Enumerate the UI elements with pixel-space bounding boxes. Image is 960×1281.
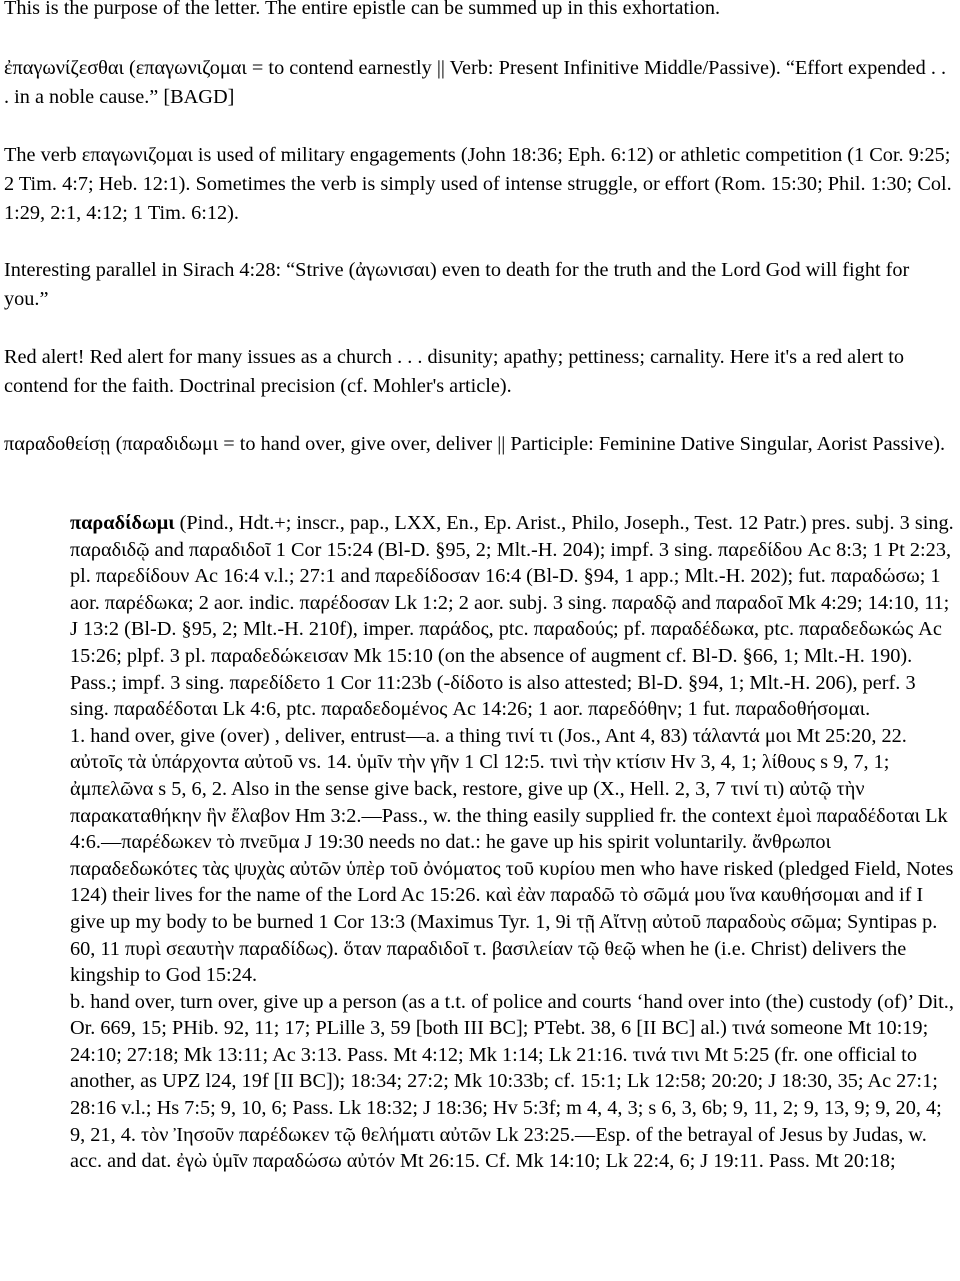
entry-lemma: παραδίδωμι — [70, 512, 175, 534]
lexicon-entry — [70, 510, 954, 1175]
paragraph-sirach-parallel: Interesting parallel in Sirach 4:28: “Strive (ἀγωνισαι) even to death for the truth and the Lord God will fight for you.” — [4, 259, 910, 310]
entry-morphology: (Pind., Hdt.+; inscr., pap., LXX, En., Ep. Arist., Philo, Joseph., Test. 12 Patr.) pres. subj. 3 sing. παραδιδῷ and παραδιδοῖ 1 Cor 15:24 (Bl-D. §95, 2; Mlt.-H. 204); impf. 3 sing. παρεδίδου Ac 8:3; 1 Pt 2:23, pl. παρεδίδουν Ac 16:4 v.l.; 27:1 and παρεδίδοσαν 16:4 (Bl-D. §94, 1 app.; Mlt.-H. 202); fut. παραδώσω; 1 aor. παρέδωκα; 2 aor. indic. παρέδοσαν Lk 1:2; 2 aor. subj. 3 sing. παραδῷ and παραδοῖ Mk 4:29; 14:10, 11; J 13:2 (Bl-D. §95, 2; Mlt.-H. 210f), imper. παράδος, ptc. παραδούς; pf. παραδέδωκα, ptc. παραδεδωκώς Ac 15:26; plpf. 3 pl. παραδεδώκεισαν Mk 15:10 (on the absence of augment cf. Bl-D. §66, 1; Mlt.-H. 190). Pass.; impf. 3 sing. παρεδίδετο 1 Cor 11:23b (-δίδοτο is also attested; Bl-D. §94, 1; Mlt.-H. 206), perf. 3 sing. παραδέδοται Lk 4:6, ptc. παραδεδομένος Ac 14:26; 1 aor. παρεδόθην; 1 fut. παραδοθήσομαι. — [70, 512, 954, 721]
paragraph-epagonizesthai: ἐπαγωνίζεσθαι (επαγωνιζομαι = to contend earnestly || Verb: Present Infinitive Middle/Passive). “Effort expended . . . in a noble cause.” [BAGD] — [4, 57, 947, 108]
entry-sense-1b: b. hand over, turn over, give up a person (as a t.t. of police and courts ‘hand over into (the) custody (of)’ Dit., Or. 669, 15; PHib. 92, 11; 17; PLille 3, 59 [both III BC]; PTebt. 38, 6 [II BC] al.) τινά someone Mt 10:19; 24:10; 27:18; Mk 13:11; Ac 3:13. Pass. Mt 4:12; Mk 1:14; Lk 21:16. τινά τινι Mt 5:25 (fr. one official to another, as UPZ l24, 19f [II BC]); 18:34; 27:2; Mk 10:33b; cf. 15:1; Lk 12:58; 20:20; J 18:30, 35; Ac 27:1; 28:16 v.l.; Hs 7:5; 9, 10, 6; Pass. Lk 18:32; J 18:36; Hv 5:3f; m 4, 4, 3; s 6, 3, 6b; 9, 11, 2; 9, 13, 9; 9, 20, 4; 9, 21, 4. τὸν Ἰησοῦν παρέδωκεν τῷ θελήματι αὐτῶν Lk 23:25.—Esp. of the betrayal of Jesus by Judas, w. acc. and dat. ἐγὼ ὑμῖν παραδώσω αὐτόν Mt 26:15. Cf. Mk 14:10; Lk 22:4, 6; J 19:11. Pass. Mt 20:18; — [70, 990, 954, 1173]
paragraph-paradotheise: παραδοθείσῃ (παραδιδωμι = to hand over, give over, deliver || Participle: Feminine Dative Singular, Aorist Passive). — [4, 433, 946, 455]
paragraph-red-alert: Red alert! Red alert for many issues as a church . . . disunity; apathy; pettiness; carnality. Here it's a red alert to contend for the faith. Doctrinal precision (cf. Mohler's article). — [4, 346, 905, 397]
paragraph-purpose: This is the purpose of the letter. The entire epistle can be summed up in this exhortation. — [4, 0, 721, 19]
paragraph-verb-usage: The verb επαγωνιζομαι is used of military engagements (John 18:36; Eph. 6:12) or athletic competition (1 Cor. 9:25; 2 Tim. 4:7; Heb. 12:1). Sometimes the verb is simply used of intense struggle, or effort (Rom. 15:30; Phil. 1:30; Col. 1:29, 2:1, 4:12; 1 Tim. 6:12). — [4, 144, 952, 224]
entry-sense-1a: 1. hand over, give (over) , deliver, entrust—a. a thing τινί τι (Jos., Ant 4, 83) τάλαντά μοι Mt 25:20, 22. αὐτοῖς τὰ ὑπάρχοντα αὐτοῦ vs. 14. ὑμῖν τὴν γῆν 1 Cl 12:5. τινὶ τὴν κτίσιν Hv 3, 4, 1; λίθους s 9, 7, 1; ἀμπελῶνα s 5, 6, 2. Also in the sense give back, restore, give up (X., Hell. 2, 3, 7 τινί τι) αὐτῷ τὴν παρακαταθήκην ἣν ἔλαβον Hm 3:2.—Pass., w. the thing easily supplied fr. the context ἐμοὶ παραδέδοται Lk 4:6.—παρέδωκεν τὸ πνεῦμα J 19:30 needs no dat.: he gave up his spirit voluntarily. ἄνθρωποι παραδεδωκότες τὰς ψυχὰς αὐτῶν ὑπὲρ τοῦ ὀνόματος τοῦ κυρίου men who have risked (pledged Field, Notes 124) their lives for the name of the Lord Ac 15:26. καὶ ἐὰν παραδῶ τὸ σῶμά μου ἵνα καυθήσομαι and if I give up my body to be burned 1 Cor 13:3 (Maximus Tyr. 1, 9i τῇ Αἴτνῃ αὐτοῦ παραδοὺς σῶμα; Syntipas p. 60, 11 πυρὶ σεαυτὴν παραδίδως). ὅταν παραδιδοῖ τ. βασιλείαν τῷ θεῷ when he (i.e. Christ) delivers the kingship to God 15:24. — [70, 724, 954, 987]
